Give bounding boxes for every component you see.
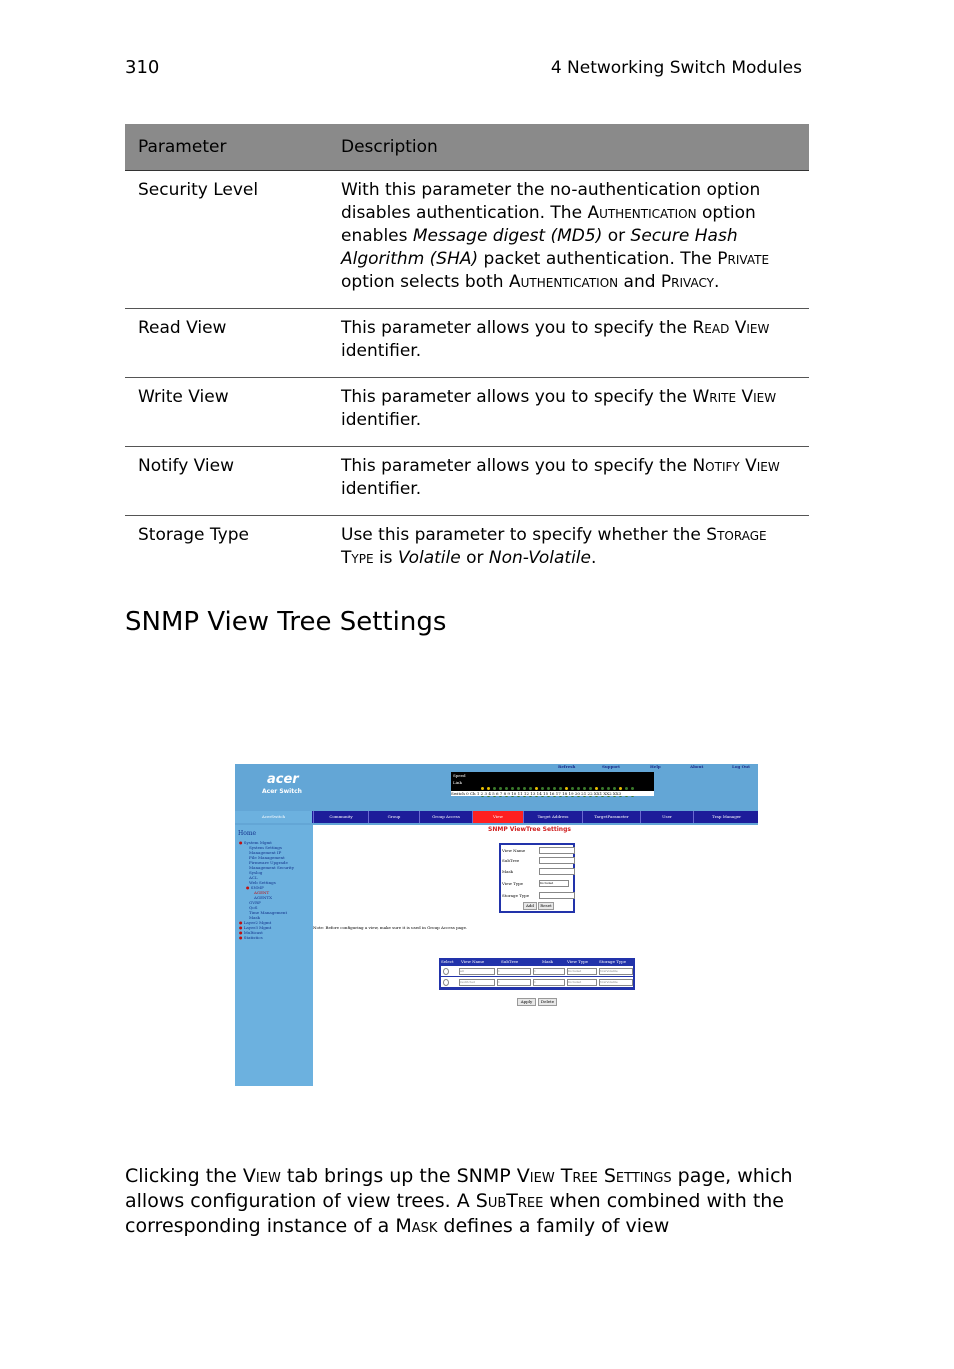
sidebar-item[interactable]: Firmware Upgrade xyxy=(249,860,288,865)
tab-home[interactable]: AcerSwitch xyxy=(235,811,312,823)
column-header-description: Description xyxy=(328,124,809,171)
sidebar xyxy=(235,825,313,1086)
apply-button[interactable]: Apply xyxy=(517,998,536,1006)
sidebar-item[interactable]: System Settings xyxy=(249,845,282,850)
link-leds xyxy=(481,782,637,785)
running-head: 4 Networking Switch Modules xyxy=(550,58,802,78)
tab-group[interactable]: Group xyxy=(368,811,419,823)
support-link[interactable]: Support xyxy=(602,764,621,769)
view-type-label: View Type xyxy=(502,881,524,886)
grid-header-subtree: SubTree xyxy=(501,959,519,964)
tab-user[interactable]: User xyxy=(640,811,693,823)
select-radio[interactable] xyxy=(443,968,449,975)
table-row xyxy=(441,977,633,987)
section-title: SNMP View Tree Settings xyxy=(125,607,447,637)
sidebar-item[interactable]: Mask xyxy=(249,915,260,920)
logout-link[interactable]: Log Out xyxy=(732,764,750,769)
subtree-cell[interactable]: 1 xyxy=(497,979,531,986)
sidebar-item[interactable]: GVRP xyxy=(249,900,261,905)
tab-target-parameter[interactable]: TargetParameter xyxy=(582,811,640,823)
sidebar-item[interactable]: Syslog xyxy=(249,870,263,875)
param-name: Security Level xyxy=(125,171,328,309)
banner xyxy=(235,764,758,825)
speed-leds xyxy=(481,775,637,778)
view-type-cell[interactable]: Included xyxy=(567,979,597,986)
sidebar-item-multicast[interactable]: ● Multicast xyxy=(239,930,263,935)
view-name-cell[interactable]: all xyxy=(459,968,495,975)
view-name-label: View Name xyxy=(502,848,526,853)
grid-header-select: Select xyxy=(441,959,454,964)
column-header-parameter: Parameter xyxy=(125,124,328,171)
storage-type-cell[interactable]: NonVolatile xyxy=(599,979,633,986)
param-description: This parameter allows you to specify the Notify View identifier. xyxy=(328,447,809,516)
sidebar-item[interactable]: File Management xyxy=(249,855,285,860)
refresh-link[interactable]: Refresh xyxy=(558,764,576,769)
grid-header-storage-type: Storage Type xyxy=(599,959,627,964)
view-tree-form xyxy=(499,843,575,913)
subtree-cell[interactable]: 1 xyxy=(497,968,531,975)
tab-community[interactable]: Community xyxy=(313,811,368,823)
sidebar-item-snmp[interactable]: ● SNMP xyxy=(246,885,264,890)
tab-group-access[interactable]: Group Access xyxy=(419,811,472,823)
select-radio[interactable] xyxy=(443,979,449,986)
sidebar-item[interactable]: Management Security xyxy=(249,865,294,870)
help-link[interactable]: Help xyxy=(650,764,661,769)
sidebar-item-statistics[interactable]: ● Statistics xyxy=(239,935,263,940)
sidebar-item[interactable]: ACL xyxy=(249,875,258,880)
view-name-cell[interactable]: restricted xyxy=(459,979,495,986)
view-type-select[interactable]: Included xyxy=(539,880,569,887)
about-link[interactable]: About xyxy=(690,764,704,769)
speed-label: Speed xyxy=(453,773,466,778)
sidebar-item[interactable]: Management IP xyxy=(249,850,282,855)
param-name: Read View xyxy=(125,309,328,378)
sidebar-item-home[interactable]: Home xyxy=(238,830,257,837)
body-paragraph: Clicking the View tab brings up the SNMP View Tree Settings page, which allows configuration of view trees. A SubTree when combined with the corresponding instance of a Mask defines a family of view xyxy=(125,1165,793,1237)
delete-button[interactable]: Delete xyxy=(538,998,557,1006)
sidebar-item[interactable]: AGENTX xyxy=(254,895,273,900)
table-row xyxy=(125,378,809,447)
param-description: Use this parameter to specify whether the Storage Type is Volatile or Non-Volatile. xyxy=(341,525,767,568)
add-button[interactable]: Add xyxy=(523,902,537,910)
param-name: Notify View xyxy=(125,447,328,516)
grid-header-view-type: View Type xyxy=(567,959,589,964)
reset-button[interactable]: Reset xyxy=(538,902,554,910)
mask-input[interactable] xyxy=(539,868,575,875)
table-header-row xyxy=(125,124,809,171)
port-led-panel xyxy=(451,772,654,796)
link-label: Link xyxy=(453,780,462,785)
param-name: Write View xyxy=(125,378,328,447)
sidebar-item-agent[interactable]: AGENT xyxy=(254,890,270,895)
screenshot-figure xyxy=(235,764,758,1086)
table-row xyxy=(125,309,809,378)
mask-label: Mask xyxy=(502,869,513,874)
table-row xyxy=(441,966,633,976)
storage-type-select[interactable] xyxy=(539,892,575,899)
view-name-input[interactable] xyxy=(539,847,575,854)
mask-cell[interactable]: 1 xyxy=(533,968,565,975)
grid-header-view-name: View Name xyxy=(461,959,485,964)
subtree-input[interactable] xyxy=(539,857,575,864)
page-number: 310 xyxy=(125,57,160,78)
param-name: Storage Type xyxy=(138,525,249,545)
sidebar-item-layer3[interactable]: ● Layer3 Mgmt xyxy=(239,925,272,930)
param-description: This parameter allows you to specify the Read View identifier. xyxy=(328,309,809,378)
subtree-label: SubTree xyxy=(502,858,520,863)
product-name: Acer Switch xyxy=(262,788,302,795)
tab-trap-manager[interactable]: Trap Manager xyxy=(693,811,758,823)
param-description: With this parameter the no-authentication option disables authentication. The Authentication option enables Message digest (MD5) or Secure Hash Algorithm (SHA) packet authentication. The Private option selects both Authentication and Privacy. xyxy=(328,171,809,309)
sidebar-item-system-mgmt[interactable]: ● System Mgmt xyxy=(239,840,272,845)
mask-cell[interactable]: 1 xyxy=(533,979,565,986)
table-row xyxy=(125,516,809,585)
sidebar-item[interactable]: Time Management xyxy=(249,910,288,915)
storage-type-label: Storage Type xyxy=(502,893,530,898)
acer-logo: acer xyxy=(267,772,299,787)
param-description: This parameter allows you to specify the Write View identifier. xyxy=(328,378,809,447)
note-text: Note: Before configuring a view, make sure it is used in Group Access page. xyxy=(313,925,468,930)
sidebar-item-layer2[interactable]: ● Layer2 Mgmt xyxy=(239,920,272,925)
tab-view[interactable]: View xyxy=(472,811,523,823)
table-row xyxy=(125,447,809,516)
sidebar-item[interactable]: Web Settings xyxy=(249,880,276,885)
tab-target-address[interactable]: Target Address xyxy=(523,811,582,823)
parameter-table xyxy=(125,124,809,585)
view-type-cell[interactable]: Included xyxy=(567,968,597,975)
grid-header-mask: Mask xyxy=(542,959,553,964)
storage-type-cell[interactable]: NonVolatile xyxy=(599,968,633,975)
nav-tabs xyxy=(235,811,758,823)
port-numbers: Switch 0 Ch 1 2 3 4 5 6 7 8 9 10 11 12 13 14 15 16 17 18 19 20 21 22 XX1 XX2 XX3 xyxy=(451,791,654,796)
view-tree-table xyxy=(439,958,635,990)
table-row xyxy=(125,171,809,309)
page-title: SNMP ViewTree Settings xyxy=(488,826,571,833)
sidebar-item[interactable]: QoS xyxy=(249,905,258,910)
